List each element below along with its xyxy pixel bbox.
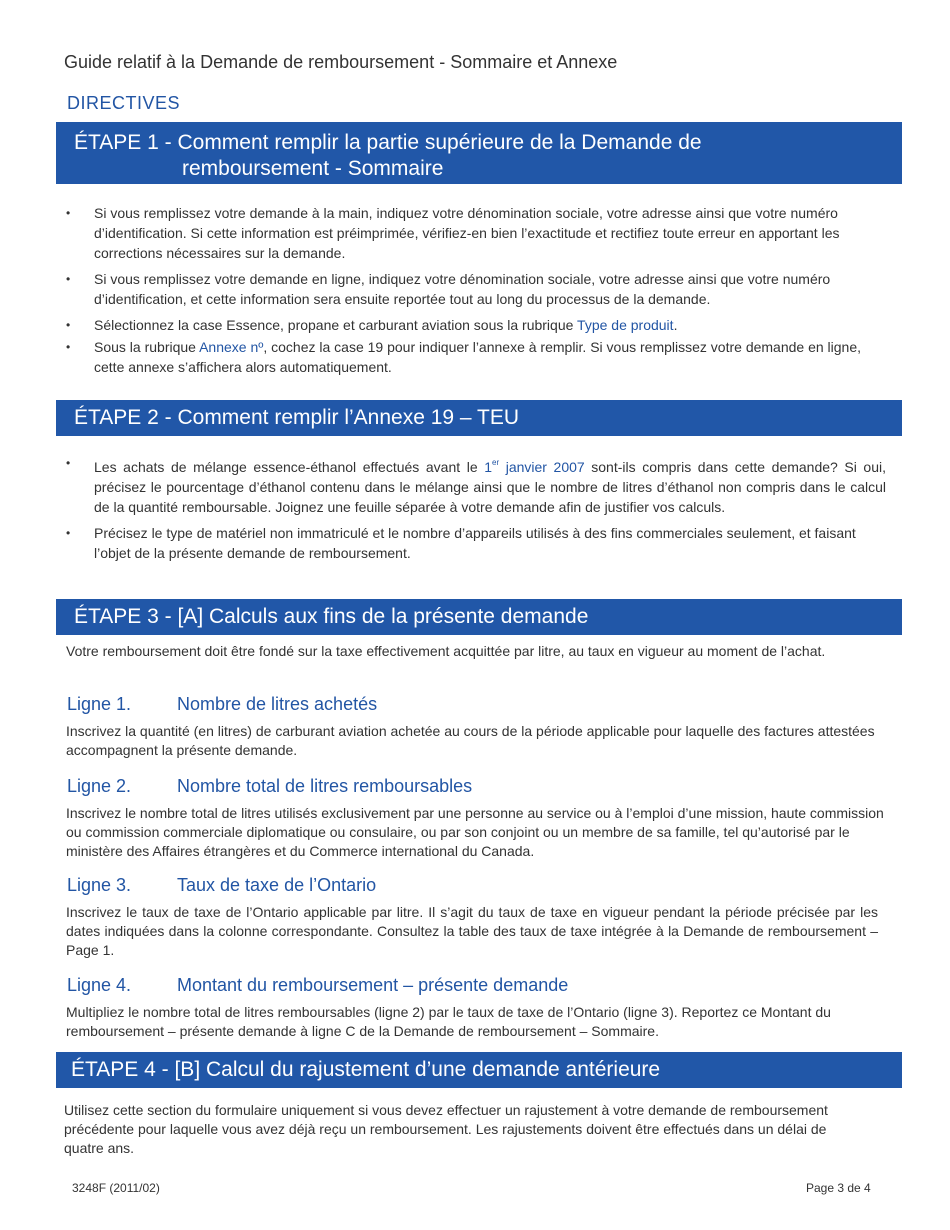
list-item: • Précisez le type de matériel non immatriculé et le nombre d’appareils utilisés à des fins commerciales seulement, et faisant l’objet de la présente demande de remboursement. <box>66 523 886 563</box>
list-item: • Les achats de mélange essence-éthanol effectués avant le 1er janvier 2007 sont-ils compris dans cette demande? Si oui, précisez le pourcentage d’éthanol contenu dans le mélange ainsi que le nombre de litres d’éthanol non compris dans le calcul de la quantité remboursable. Joignez une feuille séparée à votre demande afin de justifier vos calculs. <box>66 453 886 517</box>
step1-list <box>66 203 886 383</box>
page-number: Page 3 de 4 <box>806 1181 871 1195</box>
ligne1-heading: Ligne 1. Nombre de litres achetés <box>67 694 378 714</box>
list-item: • Si vous remplissez votre demande à la main, indiquez votre dénomination sociale, votre adresse ainsi que votre numéro d’identification. Si cette information est préimprimée, vérifiez-en bien l’exactitude et rectifiez toute erreur en apportant les corrections nécessaires sur la demande. <box>66 203 886 263</box>
ligne4-heading: Ligne 4. Montant du remboursement – présente demande <box>67 975 569 995</box>
step2-list <box>66 453 886 569</box>
ligne1-text: Inscrivez la quantité (en litres) de carburant aviation achetée au cours de la période applicable pour laquelle des factures attestées accompagnent la présente demande. <box>66 723 875 758</box>
step1-title-line2: remboursement - Sommaire <box>182 157 444 180</box>
step2-heading: ÉTAPE 2 - Comment remplir l’Annexe 19 – TEU <box>56 400 902 436</box>
date-link: janvier 2007 <box>499 459 585 475</box>
ligne3-heading: Ligne 3. Taux de taxe de l’Ontario <box>67 875 377 895</box>
step3-intro: Votre remboursement doit être fondé sur la taxe effectivement acquittée par litre, au taux en vigueur au moment de l’achat. <box>66 643 826 659</box>
step1-heading <box>56 122 902 184</box>
ligne4-text: Multipliez le nombre total de litres remboursables (ligne 2) par le taux de taxe de l’Ontario (ligne 3). Reportez ce Montant du remboursement – présente demande à ligne C de la Demande de remboursement – Sommaire. <box>66 1004 831 1039</box>
ligne3-text: Inscrivez le taux de taxe de l’Ontario applicable par litre. Il s’agit du taux de taxe en vigueur pendant la période précisée par les dates indiquées dans la colonne correspondante. Consultez la table des taux de taxe intégrée à la Demande de remboursement – Page 1. <box>66 904 878 958</box>
annexe-no-link: Annexe nº <box>199 339 264 355</box>
step4-heading: ÉTAPE 4 - [B] Calcul du rajustement d’une demande antérieure <box>56 1052 902 1088</box>
step1-title-line1: ÉTAPE 1 - Comment remplir la partie supérieure de la Demande de <box>74 131 702 154</box>
step4-text: Utilisez cette section du formulaire uniquement si vous devez effectuer un rajustement à votre demande de remboursement précédente pour laquelle vous avez déjà reçu un remboursement. Les rajustements doivent être effectués dans un délai de quatre ans. <box>64 1102 828 1156</box>
directives-heading: DIRECTIVES <box>67 93 181 113</box>
form-number: 3248F (2011/02) <box>72 1181 160 1195</box>
list-item: • Si vous remplissez votre demande en ligne, indiquez votre dénomination sociale, votre adresse ainsi que votre numéro d’identification, et cette information sera ensuite reportée tout au long du processus de la demande. <box>66 269 886 309</box>
list-item: • Sélectionnez la case Essence, propane et carburant aviation sous la rubrique Type de produit. <box>66 315 886 335</box>
ligne2-heading: Ligne 2. Nombre total de litres remboursables <box>67 776 473 796</box>
ligne2-text: Inscrivez le nombre total de litres utilisés exclusivement par une personne au service ou à l’emploi d’une mission, haute commission ou commission commerciale diplomatique ou consulaire, ou par son conjoint ou un membre de sa famille, tel qu’autorisé par le ministère des Affaires étrangères et du Commerce international du Canada. <box>66 805 884 859</box>
list-item: • Sous la rubrique Annexe nº, cochez la case 19 pour indiquer l’annexe à remplir. Si vous remplissez votre demande en ligne, cette annexe s’affichera alors automatiquement. <box>66 337 886 377</box>
page-title: Guide relatif à la Demande de remboursement - Sommaire et Annexe <box>64 52 618 72</box>
step3-heading: ÉTAPE 3 - [A] Calculs aux fins de la présente demande <box>56 599 902 635</box>
type-de-produit-link: Type de produit <box>577 317 674 333</box>
